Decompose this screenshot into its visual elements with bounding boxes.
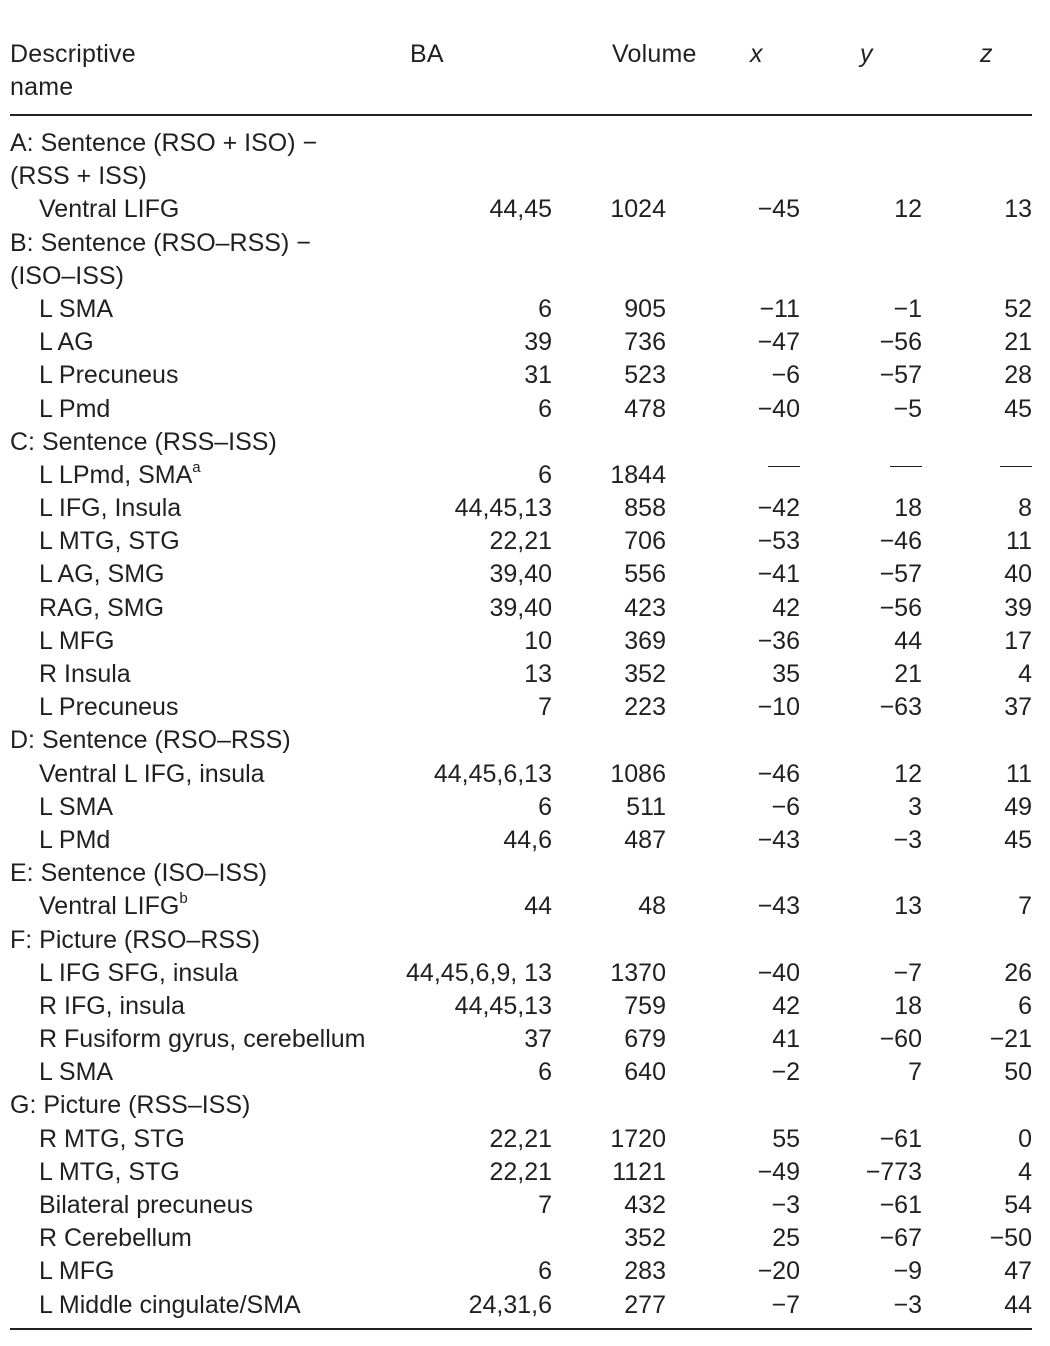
region-name-text: L MTG, STG [39, 527, 180, 556]
table-row [10, 758, 1032, 791]
region-name [39, 1056, 113, 1089]
y-coordinate: −773 [865, 1157, 922, 1186]
section-label: (RSS + ISS) [10, 162, 147, 191]
y-coordinate: 13 [894, 892, 922, 921]
x-coordinate: 25 [772, 1224, 800, 1253]
z-coordinate: 50 [1004, 1058, 1032, 1087]
z-coordinate: 54 [1004, 1191, 1032, 1219]
footnote-marker: b [179, 889, 188, 907]
region-name-text: L MFG [39, 626, 115, 655]
ba-value: 22,21 [489, 1124, 552, 1153]
region-name [39, 1289, 301, 1322]
volume-value: 478 [624, 394, 666, 423]
x-coordinate: −10 [757, 693, 800, 722]
table-row [10, 193, 1032, 226]
table-row [10, 1255, 1032, 1288]
z-coordinate: 45 [1004, 394, 1032, 423]
y-coordinate: −3 [893, 825, 922, 854]
region-name [39, 459, 201, 492]
section-label: E: Sentence (ISO–ISS) [10, 859, 268, 888]
region-name [39, 1255, 114, 1288]
y-coordinate: −60 [879, 1025, 922, 1054]
volume-value: 1370 [610, 958, 666, 987]
x-coordinate: −43 [757, 825, 800, 854]
ba-value: 6 [538, 460, 552, 489]
z-coordinate: −21 [989, 1025, 1032, 1054]
z-coordinate: −50 [989, 1224, 1032, 1253]
y-coordinate: −56 [879, 593, 922, 622]
z-coordinate: 26 [1004, 958, 1032, 987]
header-y: y [860, 40, 873, 68]
volume-value: 1086 [610, 759, 666, 788]
section-label: F: Picture (RSO–RSS) [10, 925, 261, 954]
volume-value: 487 [624, 825, 666, 854]
y-coordinate: 7 [908, 1058, 922, 1087]
table-row [10, 824, 1032, 857]
volume-value: 523 [624, 361, 666, 390]
table-row [10, 459, 1032, 492]
ba-value: 44,45,6,13 [433, 759, 552, 788]
z-coordinate: 47 [1004, 1257, 1032, 1286]
region-name [39, 758, 265, 791]
volume-value: 736 [624, 328, 666, 357]
x-coordinate: −53 [757, 527, 800, 556]
y-coordinate: −1 [893, 294, 922, 323]
z-coordinate: 28 [1004, 361, 1032, 390]
z-coordinate: 49 [1004, 792, 1032, 821]
region-name [39, 326, 94, 359]
ba-value: 6 [538, 1058, 552, 1087]
volume-value: 352 [624, 660, 666, 688]
header-descriptive-name: Descriptive name [10, 40, 136, 101]
y-coordinate: 18 [894, 991, 922, 1020]
ba-value: 22,21 [489, 527, 552, 556]
header-ba: BA [410, 40, 444, 68]
volume-value: 369 [624, 626, 666, 655]
y-coordinate: 12 [894, 759, 922, 788]
z-coordinate: 52 [1004, 294, 1032, 323]
table-row [10, 691, 1032, 724]
y-coordinate: −57 [879, 361, 922, 390]
z-coordinate: 44 [1004, 1290, 1032, 1319]
section-header-row [10, 227, 1032, 260]
table-row [10, 525, 1032, 558]
ba-value: 39,40 [489, 593, 552, 622]
region-name-text: R Insula [39, 660, 131, 688]
table-row [10, 890, 1032, 923]
x-coordinate: −6 [771, 361, 800, 390]
x-coordinate: 42 [772, 991, 800, 1020]
z-coordinate: 11 [1006, 759, 1032, 788]
x-coordinate: −7 [771, 1290, 800, 1319]
section-header-row [10, 127, 1032, 160]
x-coordinate: −47 [757, 328, 800, 357]
table-row [10, 492, 1032, 525]
x-coordinate: 55 [772, 1124, 800, 1153]
volume-value: 858 [624, 494, 666, 523]
region-name-text: RAG, SMG [39, 593, 165, 622]
region-name [39, 359, 178, 392]
region-name-text: R Fusiform gyrus, cerebellum [39, 1025, 366, 1054]
header-volume: Volume [612, 40, 697, 68]
ba-value: 24,31,6 [468, 1290, 552, 1319]
y-coordinate: −3 [893, 1290, 922, 1319]
x-coordinate: −41 [757, 560, 800, 589]
table-row [10, 558, 1032, 591]
region-name [39, 492, 181, 525]
section-label: C: Sentence (RSS–ISS) [10, 427, 277, 456]
section-label: G: Picture (RSS–ISS) [10, 1091, 251, 1120]
z-coordinate: 6 [1018, 991, 1032, 1020]
table-row [10, 658, 1032, 691]
empty-value-dash [768, 466, 800, 467]
y-coordinate: 12 [894, 195, 922, 224]
ba-value: 31 [524, 361, 552, 390]
x-coordinate: −49 [757, 1157, 800, 1186]
x-coordinate: −40 [757, 958, 800, 987]
volume-value: 905 [624, 294, 666, 323]
region-name-text: Ventral LIFG [39, 892, 180, 921]
y-coordinate: −9 [893, 1257, 922, 1286]
x-coordinate: 41 [772, 1025, 800, 1054]
volume-value: 556 [624, 560, 666, 589]
region-name-text: L IFG SFG, insula [39, 958, 239, 987]
y-coordinate: −5 [893, 394, 922, 423]
table-row [10, 293, 1032, 326]
x-coordinate: −43 [757, 892, 800, 921]
ba-value: 10 [524, 626, 552, 655]
section-header-row [10, 1089, 1032, 1122]
activation-table [10, 0, 1032, 1322]
z-coordinate: 4 [1018, 660, 1032, 688]
region-name [39, 1222, 192, 1255]
ba-value: 7 [538, 693, 552, 722]
region-name-text: Ventral LIFG [39, 195, 180, 224]
region-name-text: L AG, SMG [39, 560, 165, 589]
z-coordinate: 13 [1004, 195, 1032, 224]
region-name [39, 658, 131, 691]
ba-value: 7 [538, 1191, 552, 1219]
region-name [39, 592, 164, 625]
section-header-row [10, 857, 1032, 890]
region-name [39, 791, 113, 824]
section-header-row [10, 924, 1032, 957]
volume-value: 640 [624, 1058, 666, 1087]
section-header-row [10, 260, 1032, 293]
z-coordinate [1000, 459, 1032, 492]
header-z: z [980, 40, 993, 68]
region-name [39, 957, 238, 990]
region-name-text: L Pmd [39, 394, 111, 423]
volume-value: 1720 [610, 1124, 666, 1153]
y-coordinate: 44 [894, 626, 922, 655]
empty-value-dash [1000, 466, 1032, 467]
region-name [39, 824, 110, 857]
region-name [39, 525, 180, 558]
region-name-text: L PMd [39, 825, 111, 854]
region-name [39, 193, 179, 226]
region-name [39, 625, 114, 658]
region-name-text: R MTG, STG [39, 1124, 185, 1153]
table-row [10, 1056, 1032, 1089]
x-coordinate: −20 [757, 1257, 800, 1286]
ba-value: 6 [538, 394, 552, 423]
y-coordinate: −7 [893, 958, 922, 987]
x-coordinate: 35 [772, 660, 800, 688]
region-name [39, 1189, 253, 1222]
ba-value: 22,21 [489, 1157, 552, 1186]
x-coordinate: −6 [771, 792, 800, 821]
table-bottom-rule [10, 1328, 1032, 1330]
z-coordinate: 8 [1018, 494, 1032, 523]
region-name-text: L MTG, STG [39, 1157, 180, 1186]
z-coordinate: 45 [1004, 825, 1032, 854]
region-name-text: Bilateral precuneus [39, 1191, 254, 1219]
table-row [10, 326, 1032, 359]
region-name [39, 1156, 180, 1189]
region-name [39, 293, 113, 326]
ba-value: 44,45,13 [454, 494, 552, 523]
x-coordinate: −40 [757, 394, 800, 423]
table-header [10, 0, 1032, 116]
x-coordinate: −2 [771, 1058, 800, 1087]
ba-value: 39 [524, 328, 552, 357]
z-coordinate: 39 [1004, 593, 1032, 622]
volume-value: 423 [624, 593, 666, 622]
volume-value: 48 [638, 892, 666, 921]
x-coordinate: −42 [757, 494, 800, 523]
y-coordinate: 21 [894, 660, 922, 688]
volume-value: 1844 [610, 460, 666, 489]
y-coordinate: −63 [879, 693, 922, 722]
header-x: x [750, 40, 763, 68]
region-name-text: L AG [39, 328, 94, 357]
region-name-text: L Middle cingulate/SMA [39, 1290, 301, 1319]
table-row [10, 1123, 1032, 1156]
y-coordinate: 3 [908, 792, 922, 821]
z-coordinate: 4 [1018, 1157, 1032, 1186]
empty-value-dash [890, 466, 922, 467]
x-coordinate: −3 [771, 1191, 800, 1219]
z-coordinate: 37 [1004, 693, 1032, 722]
region-name-text: L SMA [39, 792, 114, 821]
table-row [10, 1289, 1032, 1322]
table-row [10, 1023, 1032, 1056]
region-name-text: L SMA [39, 1058, 114, 1087]
x-coordinate: −11 [759, 294, 800, 323]
region-name [39, 558, 165, 591]
region-name-text: R IFG, insula [39, 991, 185, 1020]
table-row [10, 990, 1032, 1023]
table-row [10, 359, 1032, 392]
ba-value: 44,45 [489, 195, 552, 224]
y-coordinate: −46 [879, 527, 922, 556]
table-row [10, 393, 1032, 426]
region-name-text: L SMA [39, 294, 114, 323]
section-header-row [10, 160, 1032, 193]
y-coordinate: −57 [879, 560, 922, 589]
volume-value: 223 [624, 693, 666, 722]
section-label: B: Sentence (RSO–RSS) − [10, 228, 311, 257]
ba-value: 44,6 [503, 825, 552, 854]
x-coordinate: −45 [757, 195, 800, 224]
region-name [39, 1123, 185, 1156]
volume-value: 706 [624, 527, 666, 556]
ba-value: 6 [538, 294, 552, 323]
region-name-text: L Precuneus [39, 361, 179, 390]
region-name [39, 890, 188, 923]
z-coordinate: 11 [1006, 527, 1032, 556]
z-coordinate: 7 [1018, 892, 1032, 921]
ba-value: 44 [524, 892, 552, 921]
x-coordinate [768, 459, 800, 492]
z-coordinate: 21 [1004, 328, 1032, 357]
region-name-text: L MFG [39, 1257, 115, 1286]
z-coordinate: 0 [1018, 1124, 1032, 1153]
ba-value: 13 [524, 660, 552, 688]
y-coordinate: −56 [879, 328, 922, 357]
volume-value: 432 [624, 1191, 666, 1219]
x-coordinate: 42 [772, 593, 800, 622]
volume-value: 283 [624, 1257, 666, 1286]
ba-value: 44,45,13 [454, 991, 552, 1020]
table-row [10, 1189, 1032, 1222]
y-coordinate: −67 [879, 1224, 922, 1253]
region-name-text: R Cerebellum [39, 1224, 192, 1253]
y-coordinate: −61 [879, 1124, 922, 1153]
region-name [39, 1023, 365, 1056]
x-coordinate: −46 [757, 759, 800, 788]
table-row [10, 625, 1032, 658]
region-name-text: L LPmd, SMA [39, 460, 193, 489]
table-row [10, 1156, 1032, 1189]
table-row [10, 957, 1032, 990]
z-coordinate: 17 [1004, 626, 1032, 655]
section-label: (ISO–ISS) [10, 261, 124, 290]
table-body [10, 116, 1032, 1322]
y-coordinate: 18 [894, 494, 922, 523]
ba-value: 44,45,6,9, 13 [406, 958, 552, 987]
volume-value: 277 [624, 1290, 666, 1319]
ba-value: 6 [538, 1257, 552, 1286]
volume-value: 511 [626, 792, 666, 821]
ba-value: 6 [538, 792, 552, 821]
volume-value: 679 [624, 1025, 666, 1054]
table-row [10, 1222, 1032, 1255]
volume-value: 1121 [612, 1157, 666, 1186]
volume-value: 352 [624, 1224, 666, 1253]
section-label: D: Sentence (RSO–RSS) [10, 726, 291, 755]
volume-value: 1024 [610, 195, 666, 224]
table-row [10, 791, 1032, 824]
region-name [39, 990, 185, 1023]
region-name [39, 691, 178, 724]
table-row [10, 592, 1032, 625]
region-name-text: L IFG, Insula [39, 494, 182, 523]
y-coordinate: −61 [879, 1191, 922, 1219]
ba-value: 37 [524, 1025, 552, 1054]
y-coordinate [890, 459, 922, 492]
region-name-text: Ventral L IFG, insula [39, 759, 265, 788]
ba-value: 39,40 [489, 560, 552, 589]
region-name-text: L Precuneus [39, 693, 179, 722]
x-coordinate: −36 [757, 626, 800, 655]
region-name [39, 393, 110, 426]
volume-value: 759 [624, 991, 666, 1020]
section-header-row [10, 724, 1032, 757]
section-header-row [10, 426, 1032, 459]
section-label: A: Sentence (RSO + ISO) − [10, 129, 318, 157]
z-coordinate: 40 [1004, 560, 1032, 589]
footnote-marker: a [192, 458, 201, 476]
